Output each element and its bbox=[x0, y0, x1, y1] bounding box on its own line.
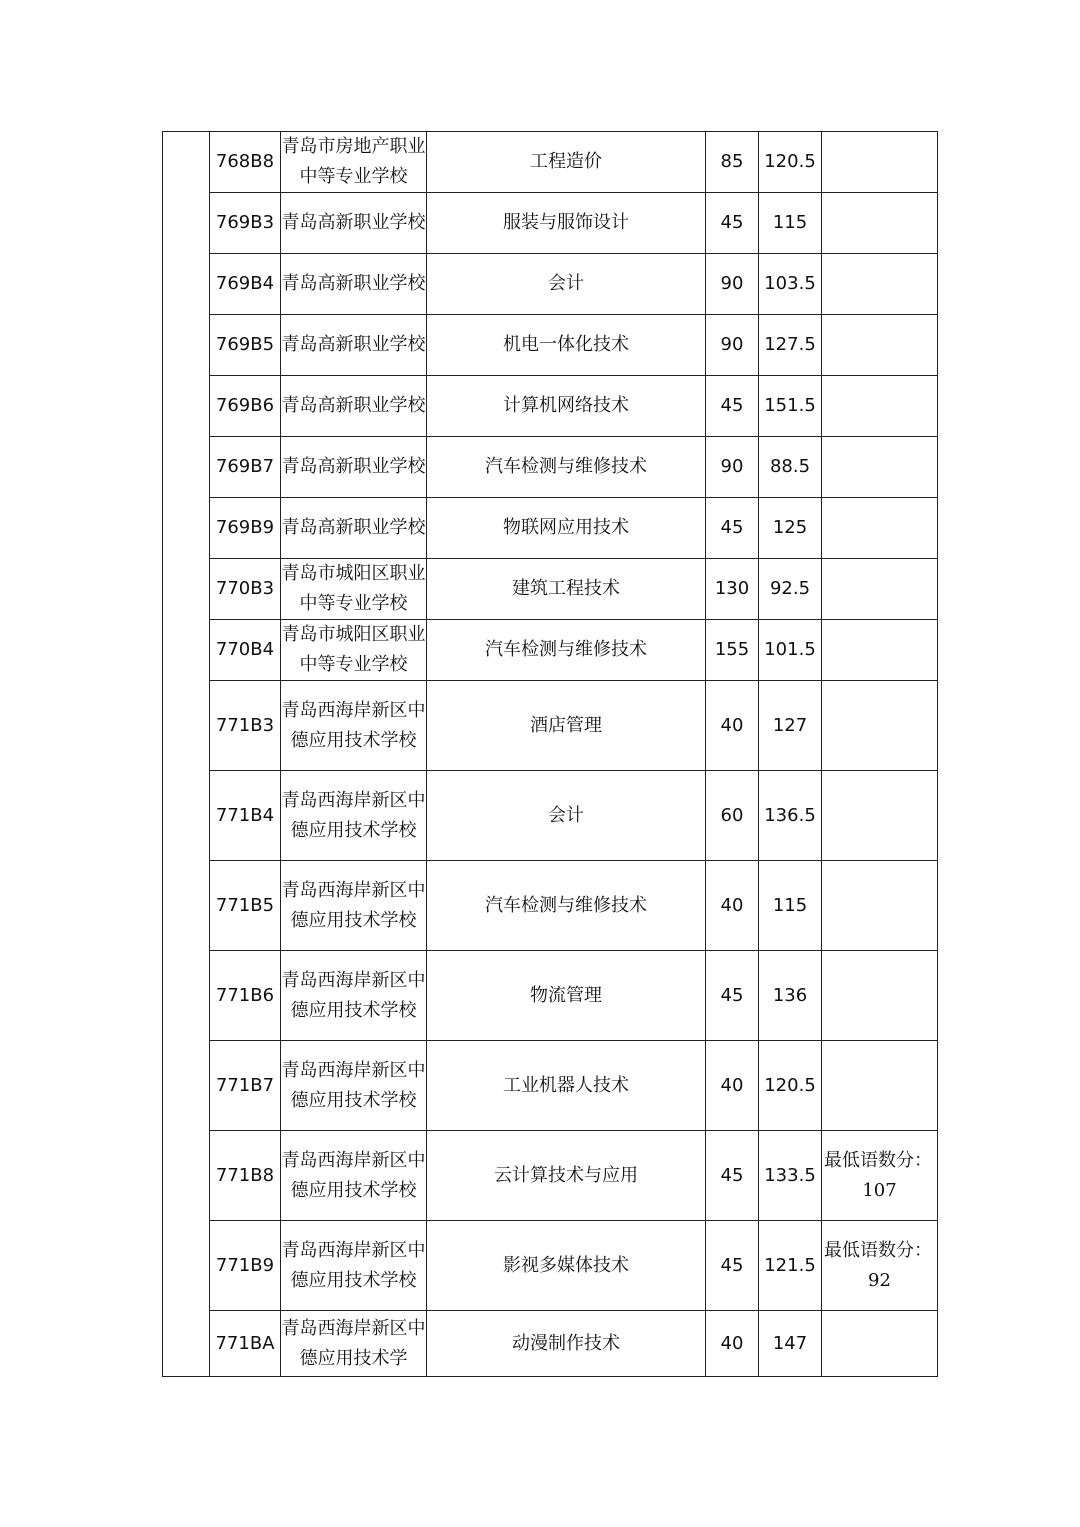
min-score: 115 bbox=[759, 861, 822, 951]
remark bbox=[822, 559, 938, 620]
remark bbox=[822, 376, 938, 437]
school-name: 青岛高新职业学校 bbox=[281, 315, 427, 376]
major-code: 771B3 bbox=[210, 681, 281, 771]
remark-label: 最低语数分： bbox=[824, 1149, 932, 1171]
min-score: 136 bbox=[759, 951, 822, 1041]
plan-count: 85 bbox=[706, 132, 759, 193]
plan-count: 60 bbox=[706, 771, 759, 861]
min-score: 115 bbox=[759, 193, 822, 254]
plan-count: 40 bbox=[706, 1311, 759, 1377]
major-name: 动漫制作技术 bbox=[427, 1311, 706, 1377]
remark bbox=[822, 620, 938, 681]
school-name: 青岛市房地产职业中等专业学校 bbox=[281, 132, 427, 193]
plan-count: 90 bbox=[706, 437, 759, 498]
remark bbox=[822, 437, 938, 498]
table-row bbox=[163, 1041, 938, 1131]
major-code: 769B7 bbox=[210, 437, 281, 498]
remark bbox=[822, 498, 938, 559]
major-code: 771BA bbox=[210, 1311, 281, 1377]
major-code: 770B3 bbox=[210, 559, 281, 620]
table-row bbox=[163, 437, 938, 498]
min-score: 125 bbox=[759, 498, 822, 559]
category-cell bbox=[163, 132, 210, 1377]
school-name: 青岛西海岸新区中德应用技术学 bbox=[281, 1311, 427, 1377]
school-name: 青岛高新职业学校 bbox=[281, 437, 427, 498]
table-row bbox=[163, 620, 938, 681]
major-code: 771B9 bbox=[210, 1221, 281, 1311]
major-name: 工程造价 bbox=[427, 132, 706, 193]
table-row bbox=[163, 315, 938, 376]
major-name: 物联网应用技术 bbox=[427, 498, 706, 559]
major-code: 771B4 bbox=[210, 771, 281, 861]
plan-count: 130 bbox=[706, 559, 759, 620]
major-name: 会计 bbox=[427, 771, 706, 861]
major-code: 771B8 bbox=[210, 1131, 281, 1221]
school-name: 青岛西海岸新区中德应用技术学校 bbox=[281, 1221, 427, 1311]
major-name: 工业机器人技术 bbox=[427, 1041, 706, 1131]
major-name: 建筑工程技术 bbox=[427, 559, 706, 620]
plan-count: 45 bbox=[706, 1131, 759, 1221]
major-name: 计算机网络技术 bbox=[427, 376, 706, 437]
major-code: 771B5 bbox=[210, 861, 281, 951]
plan-count: 155 bbox=[706, 620, 759, 681]
min-score: 151.5 bbox=[759, 376, 822, 437]
school-name: 青岛高新职业学校 bbox=[281, 254, 427, 315]
min-score: 127.5 bbox=[759, 315, 822, 376]
table-row bbox=[163, 498, 938, 559]
plan-count: 45 bbox=[706, 1221, 759, 1311]
major-code: 768B8 bbox=[210, 132, 281, 193]
plan-count: 40 bbox=[706, 681, 759, 771]
plan-count: 90 bbox=[706, 315, 759, 376]
major-code: 769B6 bbox=[210, 376, 281, 437]
school-name: 青岛西海岸新区中德应用技术学校 bbox=[281, 951, 427, 1041]
plan-count: 45 bbox=[706, 951, 759, 1041]
school-name: 青岛市城阳区职业中等专业学校 bbox=[281, 559, 427, 620]
major-code: 770B4 bbox=[210, 620, 281, 681]
school-name: 青岛西海岸新区中德应用技术学校 bbox=[281, 771, 427, 861]
school-name: 青岛西海岸新区中德应用技术学校 bbox=[281, 1041, 427, 1131]
remark bbox=[822, 1131, 938, 1221]
major-name: 服装与服饰设计 bbox=[427, 193, 706, 254]
major-code: 769B3 bbox=[210, 193, 281, 254]
plan-count: 40 bbox=[706, 1041, 759, 1131]
school-name: 青岛高新职业学校 bbox=[281, 376, 427, 437]
major-name: 物流管理 bbox=[427, 951, 706, 1041]
major-name: 汽车检测与维修技术 bbox=[427, 437, 706, 498]
major-code: 771B7 bbox=[210, 1041, 281, 1131]
remark bbox=[822, 861, 938, 951]
table-row bbox=[163, 559, 938, 620]
major-name: 影视多媒体技术 bbox=[427, 1221, 706, 1311]
major-code: 769B9 bbox=[210, 498, 281, 559]
major-name: 汽车检测与维修技术 bbox=[427, 861, 706, 951]
plan-count: 45 bbox=[706, 193, 759, 254]
school-name: 青岛西海岸新区中德应用技术学校 bbox=[281, 681, 427, 771]
min-score: 147 bbox=[759, 1311, 822, 1377]
school-name: 青岛高新职业学校 bbox=[281, 193, 427, 254]
table-row bbox=[163, 951, 938, 1041]
table-row bbox=[163, 132, 938, 193]
major-name: 机电一体化技术 bbox=[427, 315, 706, 376]
school-name: 青岛高新职业学校 bbox=[281, 498, 427, 559]
min-score: 127 bbox=[759, 681, 822, 771]
plan-count: 45 bbox=[706, 376, 759, 437]
remark bbox=[822, 1221, 938, 1311]
major-code: 769B4 bbox=[210, 254, 281, 315]
min-score: 88.5 bbox=[759, 437, 822, 498]
school-name: 青岛西海岸新区中德应用技术学校 bbox=[281, 1131, 427, 1221]
table-row bbox=[163, 193, 938, 254]
remark bbox=[822, 951, 938, 1041]
remark-label: 最低语数分： bbox=[824, 1239, 932, 1261]
min-score: 133.5 bbox=[759, 1131, 822, 1221]
min-score: 136.5 bbox=[759, 771, 822, 861]
table-row bbox=[163, 1131, 938, 1221]
plan-count: 45 bbox=[706, 498, 759, 559]
table-row bbox=[163, 376, 938, 437]
major-name: 云计算技术与应用 bbox=[427, 1131, 706, 1221]
school-name: 青岛市城阳区职业中等专业学校 bbox=[281, 620, 427, 681]
school-name: 青岛西海岸新区中德应用技术学校 bbox=[281, 861, 427, 951]
min-score: 120.5 bbox=[759, 132, 822, 193]
major-code: 769B5 bbox=[210, 315, 281, 376]
table-row bbox=[163, 861, 938, 951]
remark-value: 107 bbox=[862, 1179, 897, 1201]
table-row bbox=[163, 254, 938, 315]
remark-value: 92 bbox=[868, 1269, 891, 1291]
min-score: 101.5 bbox=[759, 620, 822, 681]
min-score: 92.5 bbox=[759, 559, 822, 620]
table-row bbox=[163, 1311, 938, 1377]
table-row bbox=[163, 681, 938, 771]
plan-count: 40 bbox=[706, 861, 759, 951]
plan-count: 90 bbox=[706, 254, 759, 315]
remark bbox=[822, 132, 938, 193]
table-row bbox=[163, 1221, 938, 1311]
min-score: 120.5 bbox=[759, 1041, 822, 1131]
remark bbox=[822, 681, 938, 771]
remark bbox=[822, 254, 938, 315]
major-code: 771B6 bbox=[210, 951, 281, 1041]
major-name: 会计 bbox=[427, 254, 706, 315]
remark bbox=[822, 771, 938, 861]
admission-score-table bbox=[162, 131, 938, 1377]
table-row bbox=[163, 771, 938, 861]
remark bbox=[822, 1311, 938, 1377]
major-name: 汽车检测与维修技术 bbox=[427, 620, 706, 681]
min-score: 121.5 bbox=[759, 1221, 822, 1311]
remark bbox=[822, 193, 938, 254]
min-score: 103.5 bbox=[759, 254, 822, 315]
major-name: 酒店管理 bbox=[427, 681, 706, 771]
remark bbox=[822, 315, 938, 376]
remark bbox=[822, 1041, 938, 1131]
